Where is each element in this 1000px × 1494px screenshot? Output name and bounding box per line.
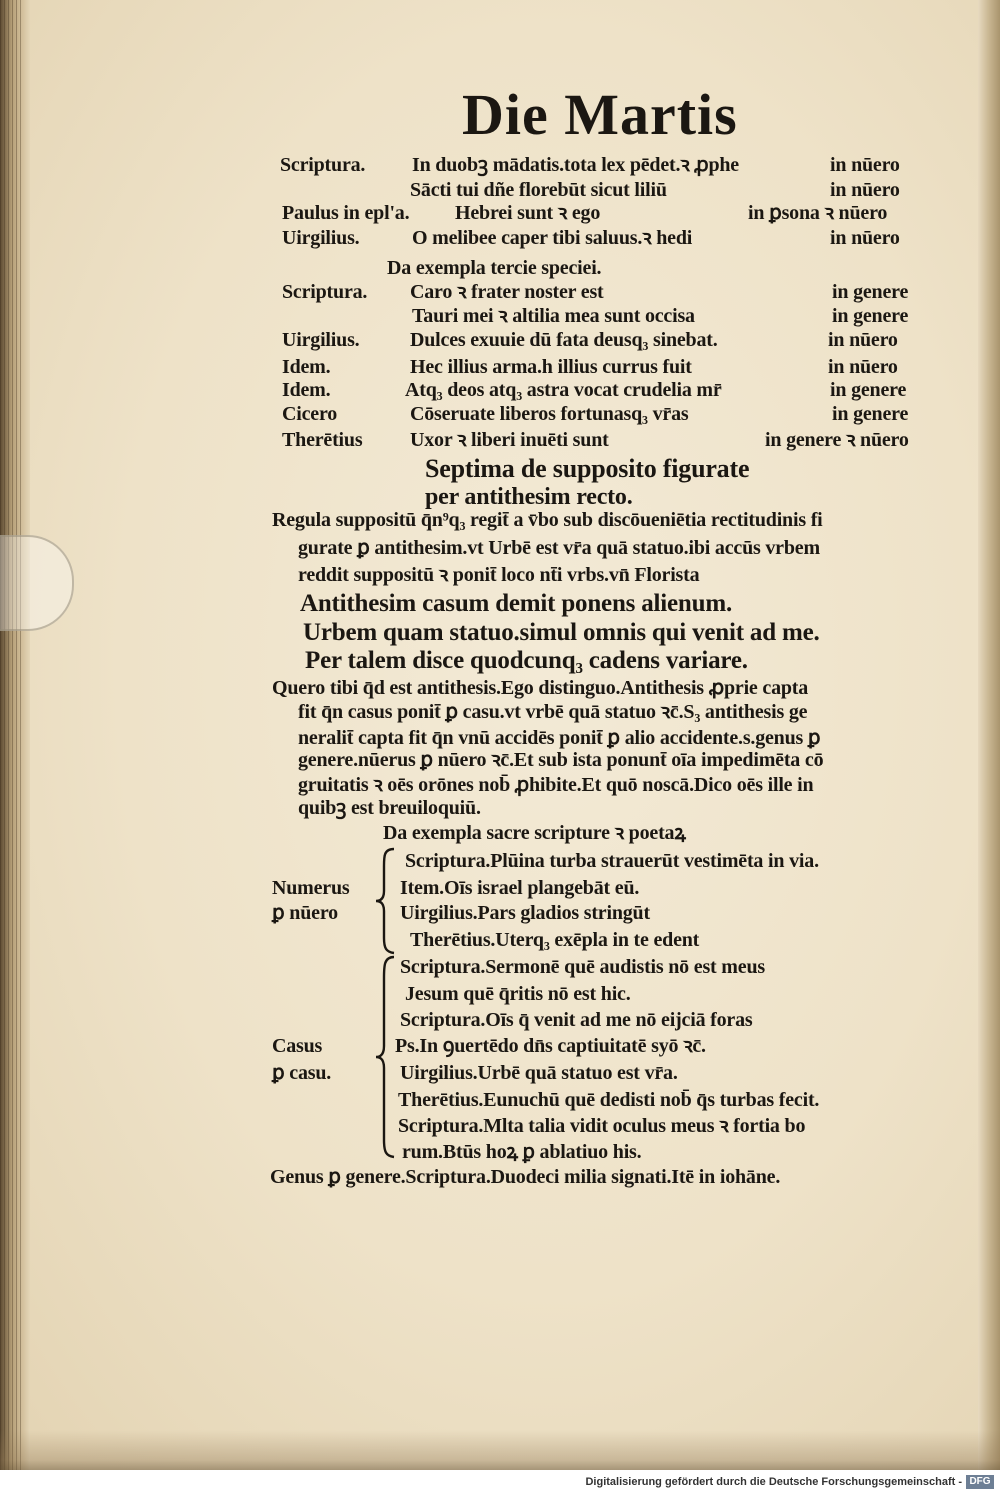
row-text: Cōseruate liberos fortunasq₃ vr̄as: [410, 403, 689, 425]
row-label: Idem.: [282, 379, 331, 401]
row-text: Atq₃ deos atq₃ astra vocat crudelia mr̄: [405, 379, 722, 401]
funding-credit: Digitalisierung gefördert durch die Deutsche Forschungsgemeinschaft -: [585, 1476, 962, 1488]
page-edge-bottom: [0, 1430, 1000, 1470]
row-text: Tauri mei ꝛ altilia mea sunt occisa: [412, 305, 695, 327]
section-heading-line2: per antithesim recto.: [425, 484, 633, 510]
row-note: in nūero: [830, 179, 900, 201]
row-text: Caro ꝛ frater noster est: [410, 281, 604, 303]
dfg-logo: DFG: [966, 1475, 994, 1489]
example-text: Scriptura.Plūina turba strauerūt vestimēta in via.: [405, 850, 819, 872]
verse-line: Antithesim casum demit ponens alienum.: [300, 590, 733, 617]
example-text: Scriptura.Oīs q̄ venit ad me nō eijciā foras: [400, 1009, 753, 1031]
row-note: in genere: [832, 305, 909, 327]
verse-line: Urbem quam statuo.simul omnis qui venit ad me.: [303, 619, 820, 646]
page-clip: [0, 535, 74, 631]
row-text: Hec illius arma.h illius currus fuit: [410, 356, 692, 378]
example-text: Jesum quē q̄ritis nō est hic.: [405, 983, 631, 1005]
page-stack-lines: [0, 0, 24, 1470]
row-note: in nūero: [828, 329, 898, 351]
row-text: Dulces exuuie dū fata deusq₃ sinebat.: [410, 329, 718, 351]
row-label: Idem.: [282, 356, 331, 378]
rule-line: Regula suppositū q̄n⁹q₃ regit̄ a v̄bo sub discōueniētia rectitudinis fi: [272, 509, 823, 531]
closing-line: Genus ꝑ genere.Scriptura.Duodeci milia signati.Itē in iohāne.: [270, 1166, 781, 1188]
row-text: O melibee caper tibi saluus.ꝛ hedi: [412, 227, 693, 249]
example-label: Numerus: [272, 877, 350, 899]
example-text: Scriptura.Mlta talia vidit oculus meus ꝛ fortia bo: [398, 1115, 806, 1137]
row-label: Scriptura.: [280, 154, 366, 176]
row-text: Da exempla tercie speciei.: [387, 257, 602, 279]
left-brace-icon: [372, 846, 398, 956]
row-note: in genere: [832, 403, 909, 425]
row-label: Uirgilius.: [282, 227, 360, 249]
page-edge-right: [978, 0, 1000, 1470]
row-note: in genere: [832, 281, 909, 303]
paragraph-line: fit q̄n casus ponit̄ ꝑ casu.vt vrbē quā statuo ꝛc̄.S₃ antithesis ge: [298, 701, 808, 723]
example-text: Uirgilius.Urbē quā statuo est vr̄a.: [400, 1062, 678, 1084]
row-note: in nūero: [828, 356, 898, 378]
paragraph-line: neralit̄ capta fit q̄n vnū accidēs ponit̄ ꝑ alio accidente.s.genus ꝑ: [298, 727, 821, 749]
example-text: Uirgilius.Pars gladios stringūt: [400, 902, 650, 924]
paragraph-line: quibꝫ est breuiloquiū.: [298, 797, 481, 819]
example-text: Item.Oīs israel plangebāt eū.: [400, 877, 640, 899]
footer-bar: [0, 1470, 1000, 1494]
row-label: Therētius: [282, 429, 363, 451]
example-label: ꝑ nūero: [272, 902, 338, 924]
paragraph-line: Quero tibi q̄d est antithesis.Ego distinguo.Antithesis ꝓprie capta: [272, 677, 809, 699]
row-label: Uirgilius.: [282, 329, 360, 351]
row-note: in ꝑsona ꝛ nūero: [748, 202, 888, 224]
row-note: in genere ꝛ nūero: [765, 429, 909, 451]
example-text: Ps.In ꝯuertēdo dn̄s captiuitatē syō ꝛc̄.: [395, 1035, 706, 1057]
section-heading: Septima de supposito figurate: [425, 454, 750, 483]
row-label: Cicero: [282, 403, 338, 425]
row-text: In duobꝫ mādatis.tota lex pēdet.ꝛ ꝓphe: [412, 154, 739, 176]
row-note: in nūero: [830, 154, 900, 176]
verse-line: Per talem disce quodcunq₃ cadens variare.: [305, 647, 748, 674]
example-text: Scriptura.Sermonē quē audistis nō est meus: [400, 956, 765, 978]
row-text: Hebrei sunt ꝛ ego: [455, 202, 601, 224]
row-text: Sācti tui dñe florebūt sicut liliū: [410, 179, 667, 201]
example-text: Therētius.Uterq₃ exēpla in te edent: [410, 929, 700, 951]
rule-line: gurate ꝑ antithesim.vt Urbē est vr̄a quā statuo.ibi accūs vrbem: [298, 537, 820, 559]
row-label: Paulus in epl'a.: [282, 202, 410, 224]
row-label: Scriptura.: [282, 281, 368, 303]
rule-line: reddit suppositū ꝛ ponit̄ loco nt̄i vrbs.vn̄ Florista: [298, 564, 700, 586]
page-title: Die Martis: [462, 82, 738, 147]
row-note: in genere: [830, 379, 907, 401]
row-text: Uxor ꝛ liberi inuēti sunt: [410, 429, 609, 451]
row-note: in nūero: [830, 227, 900, 249]
example-text: rum.Btūs hoꝝ ꝑ ablatiuo his.: [402, 1141, 642, 1163]
examples-intro: Da exempla sacre scripture ꝛ poetaꝝ: [383, 822, 686, 844]
paragraph-line: gruitatis ꝛ oēs orōnes nob̄ ꝓhibite.Et quō noscā.Dico oēs ille in: [298, 774, 814, 796]
example-label: ꝑ casu.: [272, 1062, 332, 1084]
example-text: Therētius.Eunuchū quē dedisti nob̄ q̄s turbas fecit.: [398, 1089, 820, 1111]
paragraph-line: genere.nūerus ꝑ nūero ꝛc̄.Et sub ista ponunt̄ oīa impedimēta cō: [298, 749, 824, 771]
example-label: Casus: [272, 1035, 323, 1057]
